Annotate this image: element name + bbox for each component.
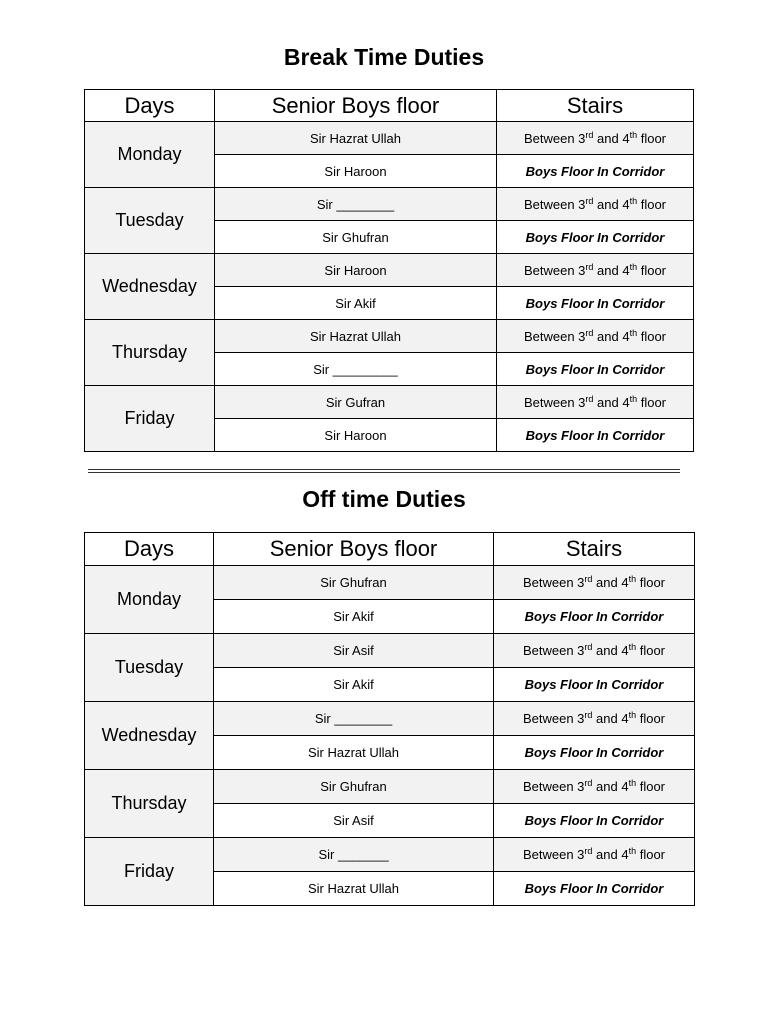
header-row bbox=[85, 90, 694, 122]
location-prefix: Between 3 bbox=[523, 196, 586, 212]
location-prefix: Between 3 bbox=[522, 847, 585, 862]
teacher-name-cell: Sir Hazrat Ullah bbox=[214, 736, 494, 770]
stairs-location-cell bbox=[497, 320, 694, 353]
location-suffix: floor bbox=[636, 847, 666, 862]
location-ordinal: th bbox=[628, 778, 637, 788]
table-row bbox=[85, 320, 694, 353]
location-ordinal: th bbox=[628, 574, 637, 584]
day-cell: Wednesday bbox=[85, 254, 215, 320]
location-suffix: floor bbox=[636, 575, 666, 590]
day-cell: Friday bbox=[85, 838, 214, 906]
location-middle: and 4 bbox=[592, 711, 629, 726]
location-ordinal: rd bbox=[584, 846, 593, 856]
teacher-name-cell: Sir Hazrat Ullah bbox=[214, 872, 494, 906]
teacher-name-cell: Sir ________ bbox=[214, 702, 494, 736]
location-suffix: floor bbox=[637, 196, 667, 212]
location-middle: and 4 bbox=[593, 394, 630, 410]
day-cell: Tuesday bbox=[85, 634, 214, 702]
location-ordinal: th bbox=[629, 327, 638, 338]
day-cell: Monday bbox=[85, 566, 214, 634]
table-row bbox=[85, 386, 694, 419]
stairs-location-cell bbox=[494, 566, 695, 600]
location-prefix: Between 3 bbox=[523, 394, 586, 410]
header-senior-boys-floor: Senior Boys floor bbox=[215, 90, 497, 122]
location-ordinal: th bbox=[628, 710, 637, 720]
header-days: Days bbox=[85, 533, 214, 566]
location-suffix: floor bbox=[637, 394, 667, 410]
table-row bbox=[85, 188, 694, 221]
stairs-location-cell: Boys Floor In Corridor bbox=[497, 287, 694, 320]
location-suffix: floor bbox=[637, 328, 667, 344]
location-middle: and 4 bbox=[592, 643, 629, 658]
location-suffix: floor bbox=[637, 130, 667, 146]
stairs-location-cell: Boys Floor In Corridor bbox=[494, 736, 695, 770]
location-prefix: Between 3 bbox=[523, 262, 586, 278]
teacher-name-cell: Sir Ghufran bbox=[214, 566, 494, 600]
location-ordinal: th bbox=[629, 261, 638, 272]
break-duties-title: Break Time Duties bbox=[283, 44, 485, 70]
table-row bbox=[85, 254, 694, 287]
day-cell: Thursday bbox=[85, 320, 215, 386]
stairs-location-cell bbox=[497, 386, 694, 419]
teacher-name-cell: Sir Akif bbox=[214, 668, 494, 702]
location-prefix: Between 3 bbox=[523, 130, 586, 146]
teacher-name-cell: Sir Ghufran bbox=[214, 770, 494, 804]
teacher-name-cell: Sir _________ bbox=[215, 353, 497, 386]
teacher-name-cell: Sir Gufran bbox=[215, 386, 497, 419]
table-row bbox=[85, 634, 695, 668]
header-days: Days bbox=[85, 90, 215, 122]
table-row bbox=[85, 566, 695, 600]
location-middle: and 4 bbox=[593, 262, 630, 278]
stairs-location-cell bbox=[494, 838, 695, 872]
location-ordinal: th bbox=[628, 642, 637, 652]
location-suffix: floor bbox=[636, 711, 666, 726]
section-divider bbox=[88, 469, 680, 473]
location-middle: and 4 bbox=[593, 130, 630, 146]
teacher-name-cell: Sir Haroon bbox=[215, 419, 497, 452]
teacher-name-cell: Sir Asif bbox=[214, 634, 494, 668]
table-row bbox=[85, 838, 695, 872]
table-row bbox=[85, 770, 695, 804]
teacher-name-cell: Sir Hazrat Ullah bbox=[215, 122, 497, 155]
stairs-location-cell bbox=[494, 634, 695, 668]
teacher-name-cell: Sir Asif bbox=[214, 804, 494, 838]
stairs-location-cell bbox=[497, 188, 694, 221]
location-ordinal: th bbox=[629, 129, 638, 140]
location-prefix: Between 3 bbox=[522, 779, 585, 794]
teacher-name-cell: Sir Haroon bbox=[215, 155, 497, 188]
header-row bbox=[85, 533, 695, 566]
location-ordinal: rd bbox=[584, 642, 593, 652]
location-middle: and 4 bbox=[592, 779, 629, 794]
stairs-location-cell: Boys Floor In Corridor bbox=[494, 872, 695, 906]
stairs-location-cell bbox=[497, 254, 694, 287]
header-stairs: Stairs bbox=[497, 90, 694, 122]
teacher-name-cell: Sir _______ bbox=[214, 838, 494, 872]
location-middle: and 4 bbox=[593, 328, 630, 344]
stairs-location-cell: Boys Floor In Corridor bbox=[497, 155, 694, 188]
location-middle: and 4 bbox=[592, 575, 629, 590]
header-stairs: Stairs bbox=[494, 533, 695, 566]
teacher-name-cell: Sir Hazrat Ullah bbox=[215, 320, 497, 353]
location-prefix: Between 3 bbox=[523, 328, 586, 344]
header-senior-boys-floor: Senior Boys floor bbox=[214, 533, 494, 566]
location-ordinal: th bbox=[628, 846, 637, 856]
location-ordinal: rd bbox=[585, 261, 594, 272]
teacher-name-cell: Sir Akif bbox=[215, 287, 497, 320]
location-ordinal: rd bbox=[585, 393, 594, 404]
stairs-location-cell: Boys Floor In Corridor bbox=[494, 668, 695, 702]
stairs-location-cell: Boys Floor In Corridor bbox=[494, 804, 695, 838]
location-middle: and 4 bbox=[592, 847, 629, 862]
stairs-location-cell bbox=[494, 702, 695, 736]
table-row bbox=[85, 122, 694, 155]
day-cell: Wednesday bbox=[85, 702, 214, 770]
table-row bbox=[85, 702, 695, 736]
stairs-location-cell bbox=[497, 122, 694, 155]
teacher-name-cell: Sir Akif bbox=[214, 600, 494, 634]
location-ordinal: rd bbox=[585, 129, 594, 140]
location-ordinal: rd bbox=[584, 574, 593, 584]
location-ordinal: th bbox=[629, 195, 638, 206]
stairs-location-cell: Boys Floor In Corridor bbox=[497, 221, 694, 254]
break-duties-table bbox=[84, 89, 694, 452]
stairs-location-cell: Boys Floor In Corridor bbox=[497, 353, 694, 386]
teacher-name-cell: Sir Ghufran bbox=[215, 221, 497, 254]
day-cell: Tuesday bbox=[85, 188, 215, 254]
day-cell: Thursday bbox=[85, 770, 214, 838]
location-ordinal: th bbox=[629, 393, 638, 404]
location-middle: and 4 bbox=[593, 196, 630, 212]
teacher-name-cell: Sir Haroon bbox=[215, 254, 497, 287]
day-cell: Friday bbox=[85, 386, 215, 452]
location-ordinal: rd bbox=[584, 778, 593, 788]
location-prefix: Between 3 bbox=[522, 575, 585, 590]
stairs-location-cell bbox=[494, 770, 695, 804]
location-ordinal: rd bbox=[585, 195, 594, 206]
location-suffix: floor bbox=[637, 262, 667, 278]
off-duties-table bbox=[84, 532, 695, 906]
day-cell: Monday bbox=[85, 122, 215, 188]
location-ordinal: rd bbox=[585, 327, 594, 338]
stairs-location-cell: Boys Floor In Corridor bbox=[497, 419, 694, 452]
location-ordinal: rd bbox=[584, 710, 593, 720]
location-suffix: floor bbox=[636, 643, 666, 658]
off-duties-title: Off time Duties bbox=[302, 486, 466, 512]
location-suffix: floor bbox=[636, 779, 666, 794]
stairs-location-cell: Boys Floor In Corridor bbox=[494, 600, 695, 634]
location-prefix: Between 3 bbox=[522, 711, 585, 726]
location-prefix: Between 3 bbox=[522, 643, 585, 658]
teacher-name-cell: Sir ________ bbox=[215, 188, 497, 221]
